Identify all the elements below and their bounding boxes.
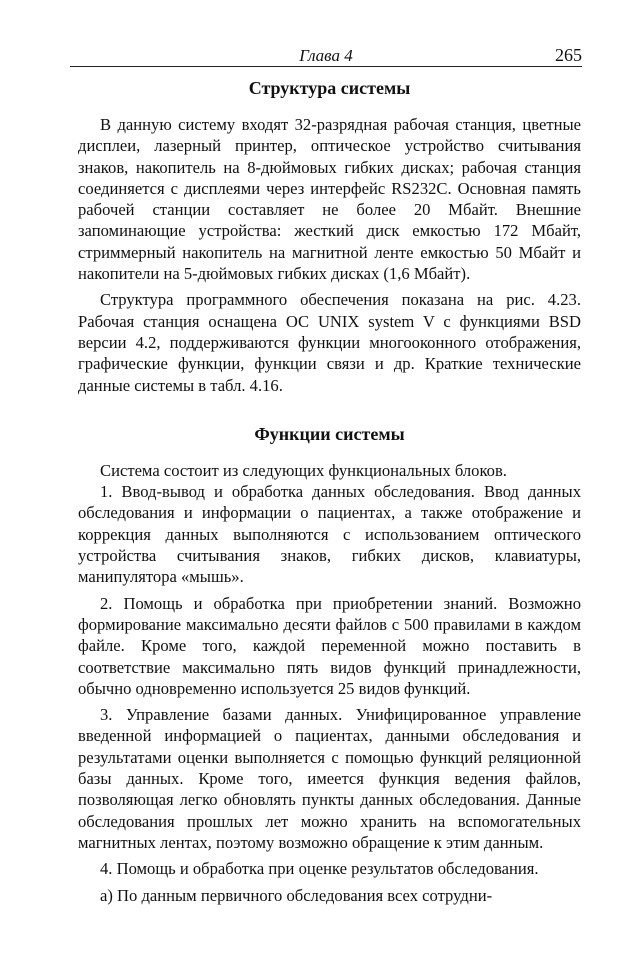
page-number: 265 [555, 45, 582, 65]
page-body [78, 76, 581, 906]
paragraph: Система состоит из следующих функциональных блоков. [100, 460, 507, 480]
chapter-title: Глава 4 [299, 46, 353, 65]
list-item-paragraph: 2. Помощь и обработка при приобретении знаний. Возможно формирование максимально десяти файлов с 500 правилами в каждом файле. Кроме того, каждой переменной можно поставить в соответствие максимально пять видов функций принадлежности, обычно одновременно используется 25 видов функций. [78, 593, 581, 698]
paragraph: В данную систему входят 32-разрядная рабочая станция, цветные дисплеи, лазерный принтер, оптическое устройство считывания знаков, накопитель на 8-дюймовых гибких дисках; рабочая станция соединяется с дисплеями через интерфейс RS232C. Основная память рабочей станции составляет не более 20 Мбайт. Внешние запоминающие устройства: жесткий диск емкостью 172 Мбайт, стриммерный накопитель на магнитной ленте емкостью 50 Мбайт и накопители на 5-дюймовых гибких дисках (1,6 Мбайт). [78, 115, 581, 284]
sub-item-paragraph: а) По данным первичного обследования всех сотрудни- [100, 885, 493, 905]
paragraph: Структура программного обеспечения показана на рис. 4.23. Рабочая станция оснащена ОС UNIX system V с функциями BSD версии 4.2, поддерживаются функции многооконного отображения, графические функции, функции связи и др. Краткие технические данные системы в табл. 4.16. [78, 290, 581, 395]
running-header [70, 44, 582, 67]
section-heading-functions: Функции системы [254, 423, 405, 444]
section-heading-structure: Структура системы [248, 78, 411, 98]
list-item-paragraph: 3. Управление базами данных. Унифицированное управление введенной информацией о пациентах, данными обследования и результатами оценки выполняется с помощью функций реляционной базы данных. Кроме того, имеется функция ведения файлов, позволяющая легко обновлять пункты данных обследования. Данные обследования прошлых лет можно хранить на вспомогательных магнитных лентах, поэтому возможно обращение к этим данным. [78, 705, 581, 852]
list-item-paragraph: 4. Помощь и обработка при оценке результатов обследования. [100, 859, 539, 879]
list-item-paragraph: 1. Ввод-вывод и обработка данных обследования. Ввод данных обследования и информации о пациентах, а также отображение и коррекция данных выполняются с использованием оптического устройства считывания знаков, гибких дисков, клавиатуры, манипулятора «мышь». [78, 482, 581, 587]
